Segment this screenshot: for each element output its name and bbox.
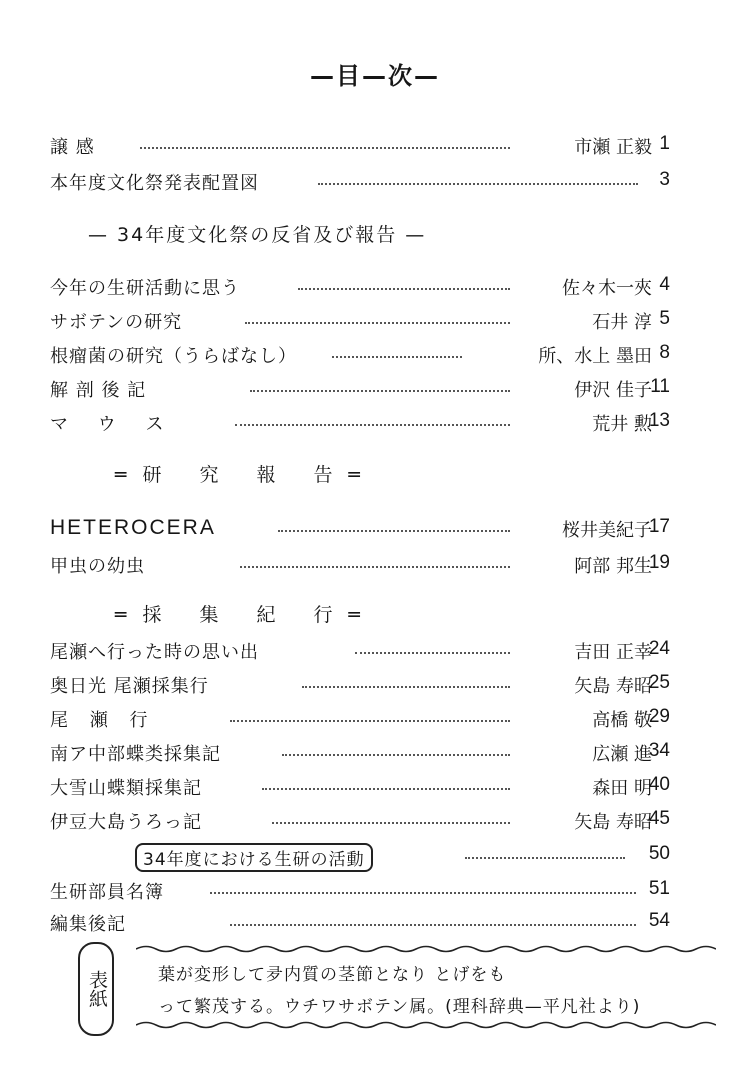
leader-dots [302, 686, 510, 688]
entry-page: 13 [648, 410, 670, 431]
toc-entry [50, 550, 670, 578]
cover-note-line-2: って繁茂する。ウチワサボテン属。(理科辞典—平凡社より) [158, 997, 641, 1017]
entry-author: 阿部 邦生 [574, 556, 652, 577]
toc-entry [50, 772, 670, 800]
toc-entry [50, 908, 670, 936]
toc-entry [50, 636, 670, 664]
entry-author: 矢島 寿昭 [574, 676, 652, 697]
page-title: —目—次— [310, 62, 440, 90]
entry-page: 19 [648, 552, 670, 573]
entry-author: 高橋 敬 [592, 710, 652, 731]
leader-dots [210, 892, 636, 894]
toc-entry-layout [50, 167, 670, 195]
entry-author: 矢島 寿昭 [574, 812, 652, 833]
toc-entry [50, 306, 670, 334]
toc-entry [50, 806, 670, 834]
leader-dots [278, 530, 510, 532]
wavy-line-bottom [136, 1020, 716, 1030]
leader-dots [230, 720, 510, 722]
toc-entry-greeting [50, 131, 670, 159]
entry-author: 市瀬 正毅 [574, 137, 652, 158]
entry-page: 5 [659, 308, 670, 329]
entry-page: 34 [648, 740, 670, 761]
entry-author: 佐々木一夾 [562, 278, 652, 299]
entry-title: 解 剖 後 記 [50, 380, 147, 401]
toc-entry [50, 340, 670, 368]
entry-page: 54 [648, 910, 670, 931]
entry-page: 50 [648, 843, 670, 864]
leader-dots [332, 356, 462, 358]
leader-dots [272, 822, 510, 824]
leader-dots [140, 147, 510, 149]
entry-title: 今年の生研活動に思う [50, 278, 240, 299]
entry-author: 伊沢 佳子 [574, 380, 652, 401]
leader-dots [318, 183, 638, 185]
entry-title: 伊豆大島うろっ記 [50, 812, 202, 833]
entry-title: 南ア中部蝶类採集記 [50, 744, 221, 765]
toc-entry [50, 876, 670, 904]
entry-page: 4 [659, 274, 670, 295]
leader-dots [355, 652, 510, 654]
entry-title-boxed: 34年度における生研の活動 [135, 843, 373, 872]
toc-entry [50, 704, 670, 732]
entry-page: 24 [648, 638, 670, 659]
entry-title: HETEROCERA [50, 516, 216, 539]
toc-entry [50, 374, 670, 402]
entry-page: 8 [659, 342, 670, 363]
leader-dots [235, 424, 510, 426]
entry-author: 桜井美紀子 [562, 520, 652, 541]
leader-dots [240, 566, 510, 568]
leader-dots [230, 924, 636, 926]
entry-title: サボテンの研究 [50, 312, 183, 333]
entry-page: 3 [659, 169, 670, 190]
cover-note [78, 942, 720, 1032]
entry-title: 生研部員名簿 [50, 882, 164, 903]
section-heading-collecting: ═採 集 紀 行═ [115, 604, 376, 626]
entry-page: 45 [648, 808, 670, 829]
leader-dots [245, 322, 510, 324]
toc-entry [50, 670, 670, 698]
section-heading-research: ═研 究 報 告═ [115, 464, 376, 486]
entry-title: 根瘤菌の研究（うらばなし） [50, 346, 297, 367]
entry-page: 29 [648, 706, 670, 727]
entry-page: 40 [648, 774, 670, 795]
toc-entry [50, 738, 670, 766]
cover-note-line-1: 葉が変形して夛内質の茎節となり とげをも [158, 965, 507, 985]
toc-entry-activities [135, 841, 670, 869]
cover-badge: 表紙 [78, 942, 114, 1036]
entry-page: 25 [648, 672, 670, 693]
leader-dots [262, 788, 510, 790]
entry-title: 大雪山蝶類採集記 [50, 778, 202, 799]
entry-title: 本年度文化祭発表配置図 [50, 173, 259, 194]
entry-author: 石井 淳 [592, 312, 652, 333]
leader-dots [250, 390, 510, 392]
entry-author: 荒井 勲 [592, 414, 652, 435]
entry-page: 17 [648, 516, 670, 537]
entry-title: マ ウ ス [50, 414, 176, 435]
entry-author: 吉田 正幸 [574, 642, 652, 663]
wavy-line-top [136, 944, 716, 954]
leader-dots [282, 754, 510, 756]
leader-dots [298, 288, 510, 290]
entry-title: 奥日光 尾瀬採集行 [50, 676, 209, 697]
entry-page: 1 [659, 133, 670, 154]
section-heading-culture-festival: — 34年度文化祭の反省及び報告 — [88, 224, 427, 246]
entry-page: 51 [648, 878, 670, 899]
toc-entry [50, 408, 670, 436]
entry-title: 尾瀬へ行った時の思い出 [50, 642, 259, 663]
entry-title: 尾 瀬 行 [50, 710, 156, 731]
entry-title: 譲 感 [50, 137, 95, 158]
leader-dots [465, 857, 625, 859]
toc-entry [50, 272, 670, 300]
entry-author: 所、水上 墨田 [538, 346, 652, 367]
entry-page: 11 [650, 376, 670, 397]
entry-title: 編集後記 [50, 914, 126, 935]
entry-title: 甲虫の幼虫 [50, 556, 145, 577]
entry-author: 森田 明 [592, 778, 652, 799]
entry-author: 広瀬 進 [592, 744, 652, 765]
toc-entry [50, 514, 670, 542]
